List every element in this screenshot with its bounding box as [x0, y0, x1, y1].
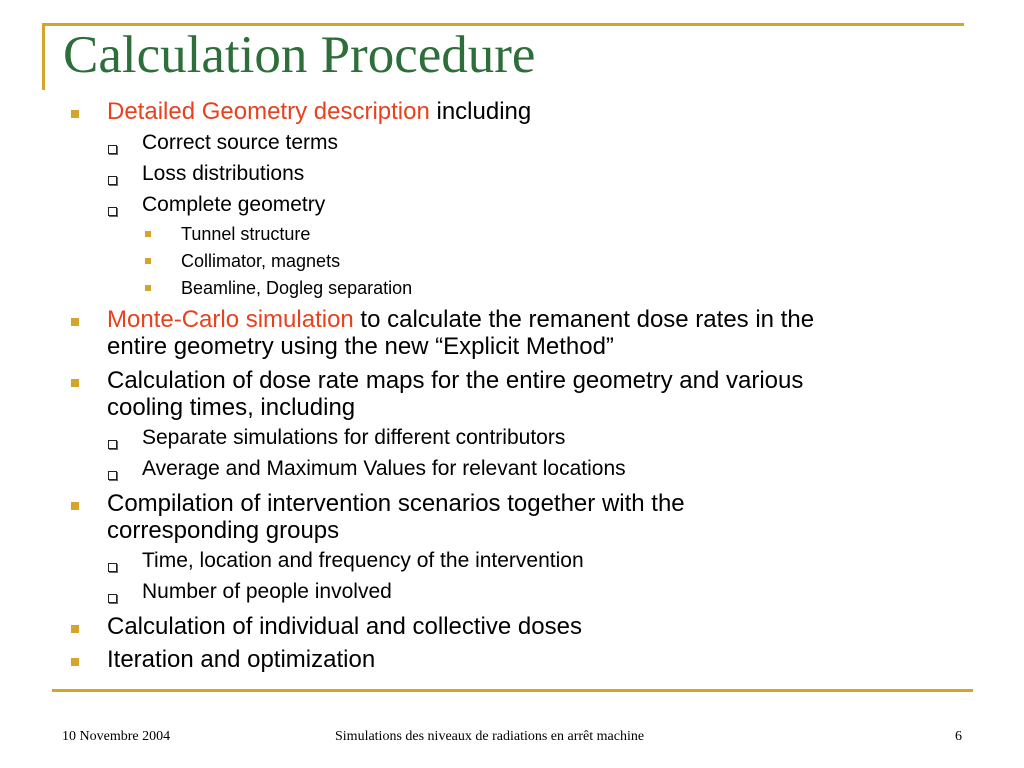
footer-page-number: 6: [955, 729, 962, 744]
bullet-marker-square: [71, 379, 79, 387]
bullet-marker-hollow-square: [108, 563, 117, 572]
bullet-marker-hollow-square: [108, 471, 117, 480]
footer-presentation-title: Simulations des niveaux de radiations en arrêt machine: [335, 729, 645, 744]
bullet-marker-square: [71, 318, 79, 326]
bullet-marker-hollow-square: [108, 176, 117, 185]
sub-item-1-1: Correct source terms: [142, 131, 339, 154]
bullet-marker-small-square: [145, 285, 151, 291]
bullet-text: including: [429, 98, 532, 125]
sub-item-4-2: Number of people involved: [142, 580, 392, 603]
bullet-marker-hollow-square: [108, 440, 117, 449]
bullet-item-5: Calculation of individual and collective doses: [107, 613, 582, 640]
highlight-text: Detailed Geometry description: [107, 98, 430, 125]
bullet-marker-square: [71, 502, 79, 510]
bullet-text: to calculate the remanent dose rates in the: [353, 306, 815, 333]
highlight-text: Monte-Carlo simulation: [107, 306, 354, 333]
bullet-item-2-continuation: entire geometry using the new “Explicit Method”: [107, 333, 614, 360]
bullet-item-1: [107, 98, 531, 126]
sub-sub-item-1-3-2: Collimator, magnets: [181, 251, 341, 271]
bullet-marker-square: [71, 110, 79, 118]
sub-sub-item-1-3-3: Beamline, Dogleg separation: [181, 278, 413, 298]
sub-item-3-2: Average and Maximum Values for relevant locations: [142, 457, 626, 480]
footer-rule: [52, 689, 973, 692]
bullet-item-2: [107, 306, 814, 334]
sub-item-1-2: Loss distributions: [142, 162, 305, 185]
bullet-marker-hollow-square: [108, 145, 117, 154]
slide-title: Calculation Procedure: [63, 26, 536, 84]
bullet-marker-hollow-square: [108, 207, 117, 216]
bullet-item-4: Compilation of intervention scenarios together with the: [107, 490, 685, 517]
footer-date: 10 Novembre 2004: [62, 729, 171, 744]
sub-item-1-3: Complete geometry: [142, 193, 326, 216]
bullet-item-3: Calculation of dose rate maps for the entire geometry and various: [107, 367, 804, 394]
bullet-marker-hollow-square: [108, 594, 117, 603]
bullet-item-6: Iteration and optimization: [107, 646, 376, 673]
bullet-marker-small-square: [145, 258, 151, 264]
sub-item-3-1: Separate simulations for different contributors: [142, 426, 566, 449]
bullet-marker-square: [71, 625, 79, 633]
bullet-item-4-continuation: corresponding groups: [107, 517, 340, 544]
bullet-item-3-continuation: cooling times, including: [107, 394, 356, 421]
bullet-marker-small-square: [145, 231, 151, 237]
bullet-marker-square: [71, 658, 79, 666]
sub-item-4-1: Time, location and frequency of the intervention: [142, 549, 584, 572]
sub-sub-item-1-3-1: Tunnel structure: [181, 224, 311, 244]
